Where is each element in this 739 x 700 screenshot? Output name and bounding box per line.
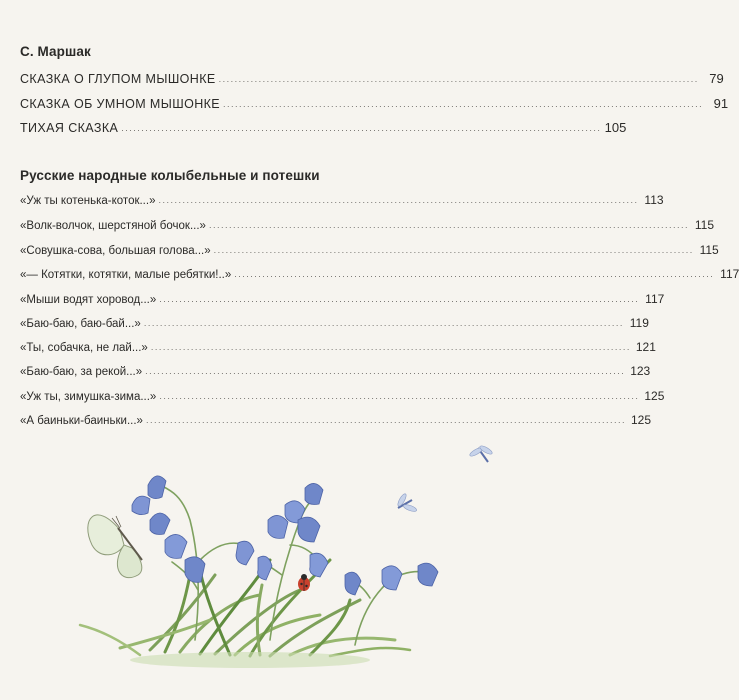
dot-leader: ........................................................................................................................: [145, 366, 626, 376]
dot-leader: ........................................................................................................................: [143, 318, 624, 328]
toc-entry[interactable]: [20, 389, 665, 403]
dot-leader: ........................................................................................................................: [145, 415, 627, 425]
bluebell-icon: [132, 476, 438, 595]
section-heading-folk: Русские народные колыбельные и потешки: [20, 168, 320, 183]
toc-entry-page: 115: [699, 243, 719, 257]
toc-entry[interactable]: [20, 364, 651, 378]
dot-leader: ........................................................................................................................: [208, 220, 689, 230]
dot-leader: ........................................................................................................................: [223, 99, 704, 109]
toc-entry-title: «Уж ты котенька-коток...»: [20, 195, 156, 207]
toc-entry-title: «Баю-баю, баю-бай...»: [20, 318, 141, 330]
toc-entry-page: 115: [694, 218, 714, 232]
dragonfly-icon: [469, 444, 494, 462]
toc-entry-page: 91: [713, 96, 729, 111]
toc-entry[interactable]: [20, 413, 652, 427]
toc-entry-page: 79: [709, 71, 724, 86]
dot-leader: ........................................................................................................................: [159, 391, 640, 401]
toc-entry-title: «Баю-баю, за рекой...»: [20, 366, 143, 378]
section-heading-marshak: С. Маршак: [20, 44, 91, 59]
toc-entry-page: 125: [644, 389, 665, 403]
toc-entry-page: 121: [635, 340, 656, 354]
toc-entry-page: 125: [630, 413, 652, 427]
toc-entry[interactable]: [20, 71, 724, 86]
toc-entry-title: СКАЗКА О ГЛУПОМ МЫШОНКЕ: [20, 72, 216, 86]
toc-entry-title: «А баиньки-баиньки...»: [20, 415, 143, 427]
toc-entry-title: «Совушка-сова, большая голова...»: [20, 245, 211, 257]
toc-entry-title: «Волк-волчок, шерстяной бочок...»: [20, 220, 206, 232]
toc-entry[interactable]: [20, 292, 665, 306]
toc-entry[interactable]: [20, 340, 656, 354]
dot-leader: ........................................................................................................................: [218, 74, 699, 84]
toc-entry-page: 105: [604, 120, 627, 135]
dot-leader: ........................................................................................................................: [234, 269, 715, 279]
toc-entry[interactable]: [20, 243, 719, 257]
toc-entry-page: 113: [644, 193, 664, 207]
dot-leader: ........................................................................................................................: [158, 195, 639, 205]
dot-leader: ........................................................................................................................: [150, 342, 631, 352]
toc-entry-page: 117: [645, 292, 665, 306]
toc-entry-page: 119: [629, 316, 649, 330]
butterfly-icon: [88, 515, 142, 578]
dragonfly-icon: [396, 493, 417, 513]
toc-entry[interactable]: [20, 267, 739, 281]
toc-entry-title: ТИХАЯ СКАЗКА: [20, 121, 119, 135]
dot-leader: ........................................................................................................................: [159, 294, 640, 304]
toc-entry-title: «Уж ты, зимушка-зима...»: [20, 391, 157, 403]
toc-entry-page: 123: [630, 364, 651, 378]
toc-entry[interactable]: [20, 193, 664, 207]
toc-entry[interactable]: [20, 96, 729, 111]
dot-leader: ........................................................................................................................: [213, 245, 694, 255]
dot-leader: ........................................................................................................................: [121, 123, 602, 133]
ladybug-icon: [298, 574, 310, 591]
toc-entry-title: СКАЗКА ОБ УМНОМ МЫШОНКЕ: [20, 97, 221, 111]
toc-entry-title: «Ты, собачка, не лай...»: [20, 342, 148, 354]
toc-entry[interactable]: [20, 218, 714, 232]
toc-entry[interactable]: [20, 316, 649, 330]
toc-entry-page: 117: [720, 267, 739, 281]
meadow-illustration: [0, 430, 530, 700]
toc-entry-title: «— Котятки, котятки, малые ребятки!..»: [20, 269, 232, 281]
toc-entry[interactable]: [20, 120, 627, 135]
toc-entry-title: «Мыши водят хоровод...»: [20, 294, 157, 306]
